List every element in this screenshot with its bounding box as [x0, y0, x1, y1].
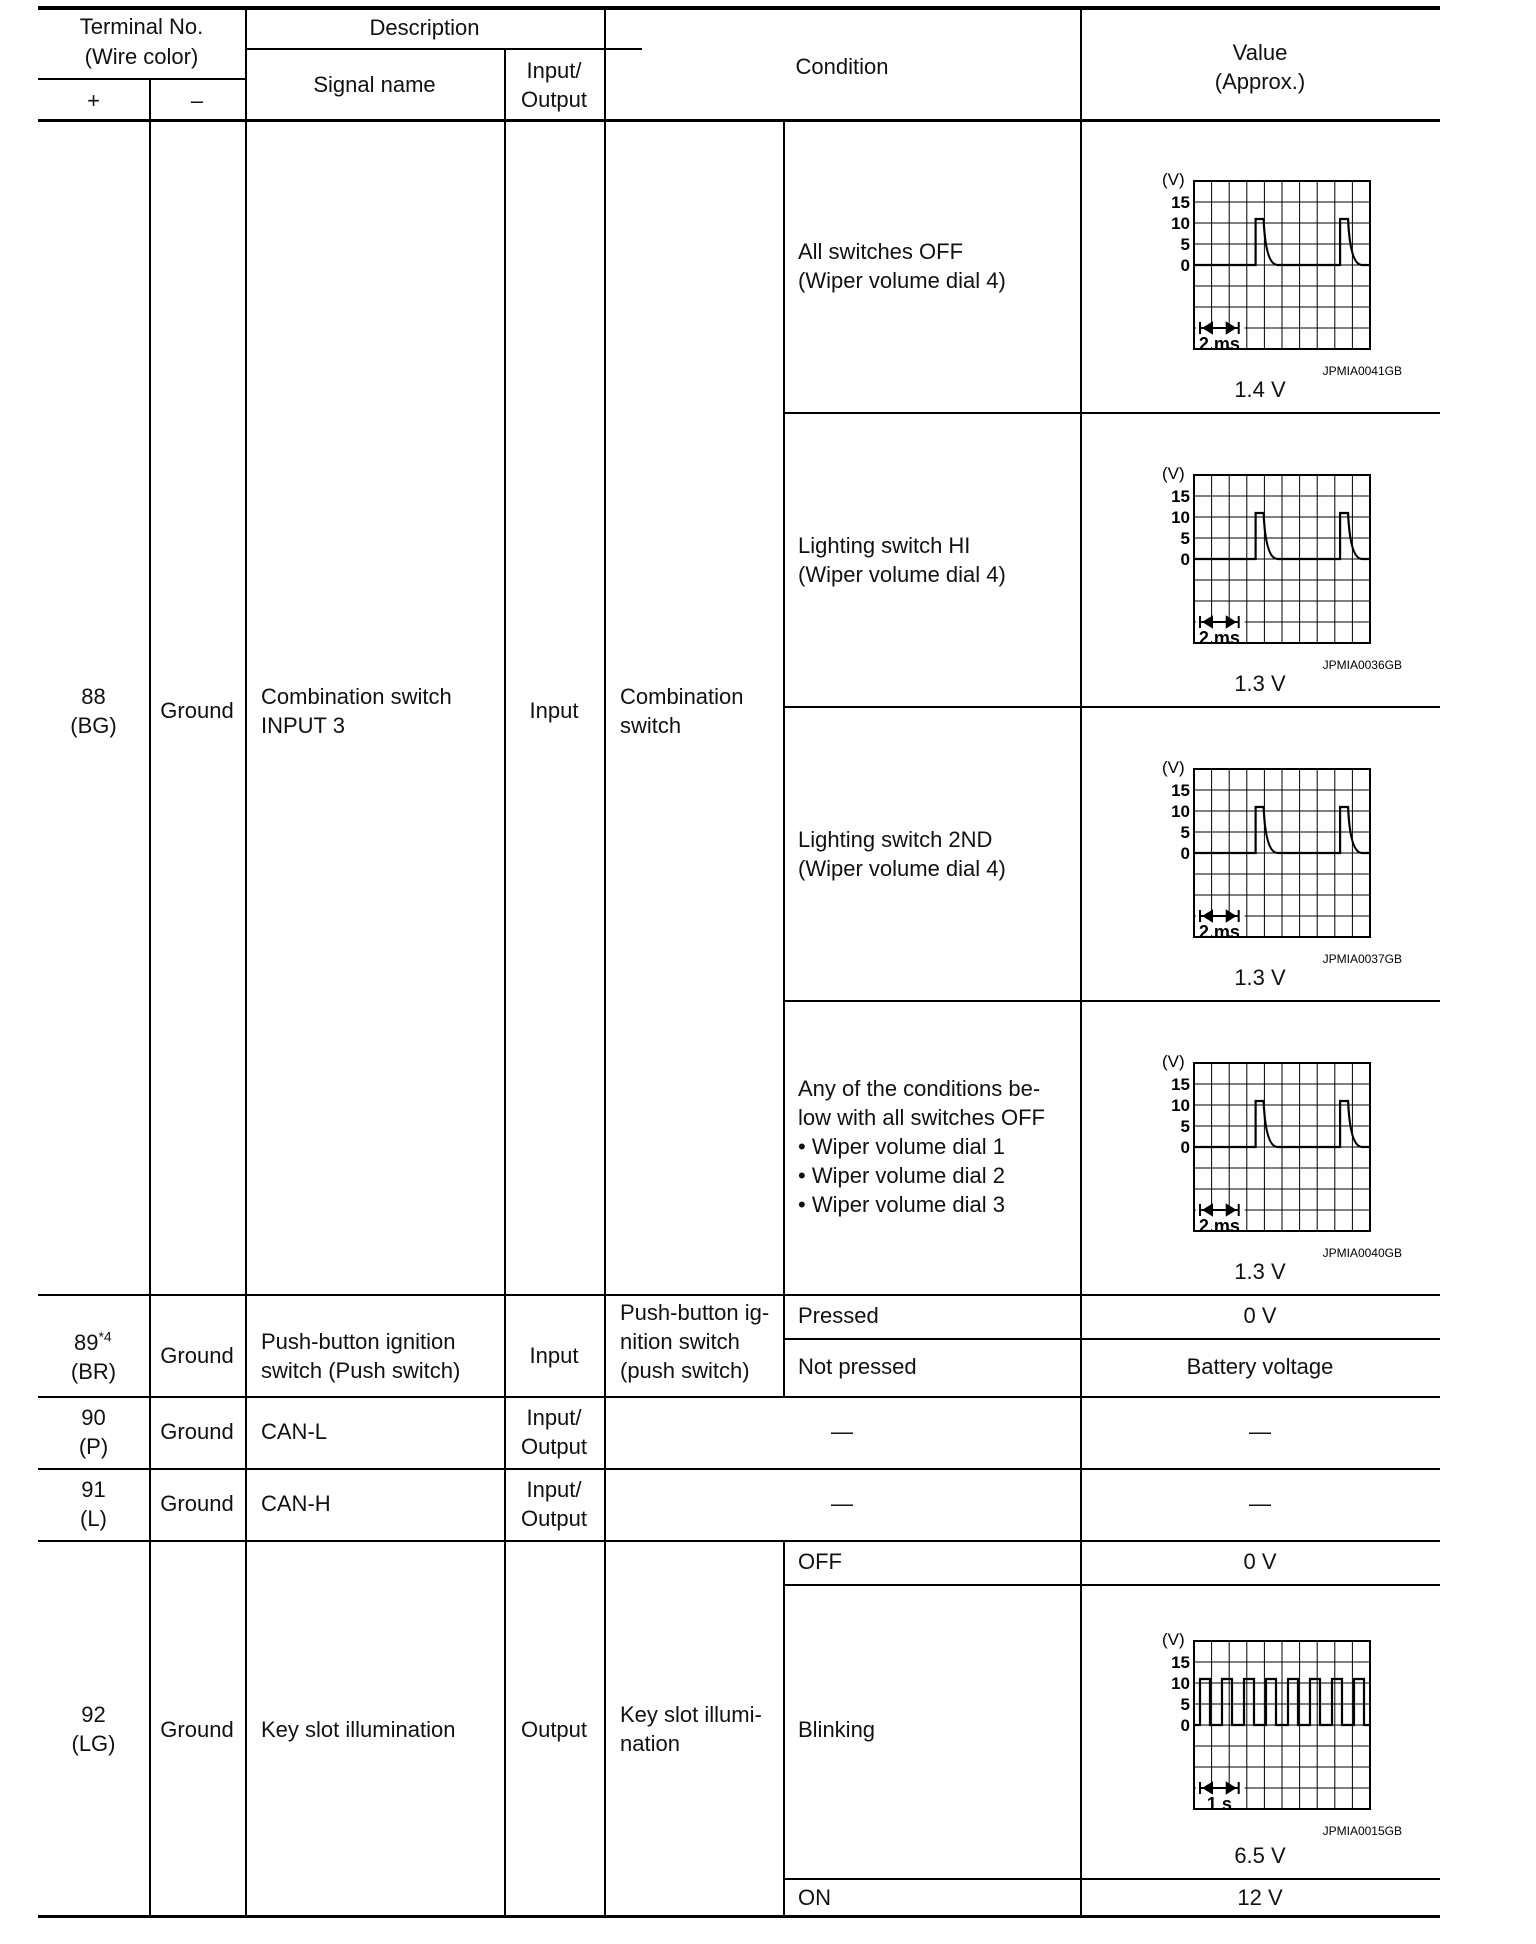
- signal-88-line1: Combination switch: [261, 684, 452, 709]
- axis-tick-label: 0: [1180, 256, 1190, 275]
- io-91-line1: Input/: [526, 1477, 582, 1502]
- axis-unit: (V): [1162, 1630, 1185, 1649]
- condition-all-switches-off-line1: All switches OFF: [798, 239, 964, 264]
- figure-id: JPMIA0040GB: [1322, 1246, 1402, 1260]
- ground-89: Ground: [160, 1343, 234, 1368]
- axis-tick-label: 15: [1171, 1075, 1190, 1094]
- time-scale-label: 1 s: [1206, 1794, 1232, 1814]
- condition-all-switches-off-line2: (Wiper volume dial 4): [798, 268, 1006, 293]
- value-90: —: [1249, 1419, 1271, 1444]
- value-pressed: 0 V: [1243, 1303, 1277, 1328]
- axis-tick-label: 15: [1171, 487, 1190, 506]
- axis-unit: (V): [1162, 758, 1185, 777]
- wire-color-89: (BR): [70, 1359, 117, 1384]
- terminal-89: [74, 1328, 112, 1357]
- io-90-line2: Output: [520, 1434, 588, 1459]
- axis-tick-label: 15: [1171, 1653, 1190, 1672]
- condition-lighting-2nd-line1: Lighting switch 2ND: [798, 827, 993, 852]
- header-input-output-1: Input/: [526, 58, 582, 83]
- value-blinking: 6.5 V: [1234, 1843, 1286, 1868]
- figure-id: JPMIA0037GB: [1322, 952, 1402, 966]
- header-terminal-no: Terminal No.: [79, 14, 204, 39]
- wire-color-91: (L): [80, 1506, 107, 1531]
- ground-90: Ground: [160, 1419, 234, 1444]
- header-plus: +: [87, 88, 100, 113]
- io-90-line1: Input/: [526, 1405, 582, 1430]
- terminal-91: 91: [81, 1477, 106, 1502]
- condition-group-89-line1: Push-button ig-: [620, 1300, 770, 1325]
- time-scale-label: 2 ms: [1198, 922, 1240, 942]
- condition-on: ON: [798, 1885, 831, 1910]
- axis-tick-label: 5: [1180, 529, 1190, 548]
- condition-91: —: [831, 1491, 853, 1516]
- signal-89-line2: switch (Push switch): [261, 1358, 461, 1383]
- ground-92: Ground: [160, 1717, 234, 1742]
- figure-id: JPMIA0036GB: [1322, 658, 1402, 672]
- figure-id: JPMIA0041GB: [1322, 364, 1402, 378]
- condition-wiper-dial-1: • Wiper volume dial 1: [798, 1134, 1006, 1159]
- condition-wiper-dial-3: • Wiper volume dial 3: [798, 1192, 1006, 1217]
- signal-92: Key slot illumination: [261, 1717, 456, 1742]
- value-all-switches-off: 1.4 V: [1234, 377, 1286, 402]
- condition-group-92-line2: nation: [620, 1731, 680, 1756]
- wire-color-92: (LG): [71, 1731, 116, 1756]
- condition-blinking: Blinking: [798, 1717, 876, 1742]
- terminal-92: 92: [81, 1702, 106, 1727]
- condition-group-88-line2: switch: [620, 713, 682, 738]
- ground-88: Ground: [160, 698, 234, 723]
- terminal-table: [38, 6, 1440, 1918]
- waveform-chart: [1110, 455, 1402, 675]
- axis-unit: (V): [1162, 1052, 1185, 1071]
- axis-tick-label: 10: [1171, 802, 1190, 821]
- time-scale-label: 2 ms: [1198, 334, 1240, 354]
- axis-tick-label: 0: [1180, 844, 1190, 863]
- value-on: 12 V: [1237, 1885, 1283, 1910]
- wire-color-88: (BG): [70, 713, 117, 738]
- waveform-svg: [1110, 1043, 1402, 1263]
- condition-group-89-line3: (push switch): [620, 1358, 750, 1383]
- signal-88-line2: INPUT 3: [261, 713, 345, 738]
- figure-id: JPMIA0015GB: [1322, 1824, 1402, 1838]
- condition-off: OFF: [798, 1549, 842, 1574]
- header-value-approx: (Approx.): [1214, 69, 1306, 94]
- terminal-89-note: *4: [98, 1328, 112, 1345]
- axis-tick-label: 5: [1180, 823, 1190, 842]
- header-condition: Condition: [795, 54, 889, 79]
- terminal-89-number: 89: [74, 1330, 99, 1355]
- header-signal-name: Signal name: [313, 72, 436, 97]
- value-lighting-hi: 1.3 V: [1234, 671, 1286, 696]
- header-description: Description: [369, 15, 480, 40]
- waveform-svg: [1110, 1621, 1402, 1841]
- axis-tick-label: 10: [1171, 1096, 1190, 1115]
- axis-tick-label: 5: [1180, 1695, 1190, 1714]
- wire-color-90: (P): [78, 1434, 109, 1459]
- axis-tick-label: 0: [1180, 550, 1190, 569]
- condition-90: —: [831, 1419, 853, 1444]
- condition-lighting-hi-line2: (Wiper volume dial 4): [798, 562, 1006, 587]
- header-wire-color: (Wire color): [84, 44, 199, 69]
- waveform-chart: [1110, 1043, 1402, 1263]
- axis-tick-label: 15: [1171, 193, 1190, 212]
- terminal-88: 88: [81, 684, 106, 709]
- condition-group-88-line1: Combination: [620, 684, 744, 709]
- axis-tick-label: 15: [1171, 781, 1190, 800]
- condition-wiper-dial-line1: Any of the conditions be-: [798, 1076, 1041, 1101]
- waveform-svg: [1110, 749, 1402, 969]
- terminal-90: 90: [81, 1405, 106, 1430]
- axis-tick-label: 10: [1171, 1674, 1190, 1693]
- condition-group-89-line2: nition switch: [620, 1329, 740, 1354]
- io-88: Input: [529, 698, 579, 723]
- axis-tick-label: 10: [1171, 508, 1190, 527]
- value-wiper-dial: 1.3 V: [1234, 1259, 1286, 1284]
- condition-wiper-dial-line2: low with all switches OFF: [798, 1105, 1045, 1130]
- waveform-svg: [1110, 161, 1402, 381]
- waveform-chart: [1110, 161, 1402, 381]
- ground-91: Ground: [160, 1491, 234, 1516]
- condition-not-pressed: Not pressed: [798, 1354, 917, 1379]
- waveform-chart: [1110, 1621, 1402, 1841]
- value-lighting-2nd: 1.3 V: [1234, 965, 1286, 990]
- axis-tick-label: 10: [1171, 214, 1190, 233]
- value-not-pressed: Battery voltage: [1186, 1354, 1334, 1379]
- condition-group-92-line1: Key slot illumi-: [620, 1702, 762, 1727]
- header-value: Value: [1232, 40, 1288, 65]
- value-91: —: [1249, 1491, 1271, 1516]
- signal-89-line1: Push-button ignition: [261, 1329, 456, 1354]
- header-minus: –: [190, 88, 204, 113]
- time-scale-label: 2 ms: [1198, 628, 1240, 648]
- time-scale-label: 2 ms: [1198, 1216, 1240, 1236]
- axis-tick-label: 5: [1180, 235, 1190, 254]
- axis-tick-label: 0: [1180, 1138, 1190, 1157]
- header-input-output-2: Output: [520, 87, 588, 112]
- signal-90: CAN-L: [261, 1419, 328, 1444]
- condition-lighting-hi-line1: Lighting switch HI: [798, 533, 971, 558]
- value-off: 0 V: [1243, 1549, 1277, 1574]
- axis-tick-label: 0: [1180, 1716, 1190, 1735]
- axis-unit: (V): [1162, 170, 1185, 189]
- condition-wiper-dial-2: • Wiper volume dial 2: [798, 1163, 1006, 1188]
- condition-lighting-2nd-line2: (Wiper volume dial 4): [798, 856, 1006, 881]
- io-92: Output: [520, 1717, 588, 1742]
- waveform-svg: [1110, 455, 1402, 675]
- io-91-line2: Output: [520, 1506, 588, 1531]
- axis-unit: (V): [1162, 464, 1185, 483]
- io-89: Input: [529, 1343, 579, 1368]
- axis-tick-label: 5: [1180, 1117, 1190, 1136]
- condition-pressed: Pressed: [798, 1303, 879, 1328]
- waveform-chart: [1110, 749, 1402, 969]
- signal-91: CAN-H: [261, 1491, 331, 1516]
